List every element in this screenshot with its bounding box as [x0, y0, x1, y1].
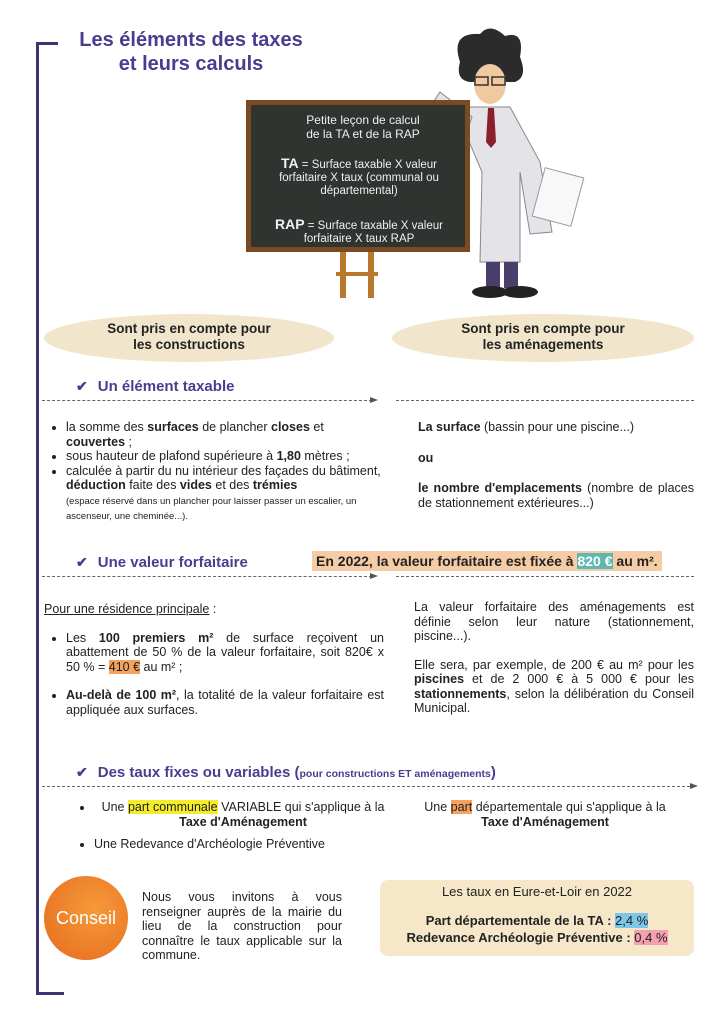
- page-title: [66, 28, 316, 76]
- right-surface-text: La surface (bassin pour une piscine...): [418, 420, 635, 434]
- list-item: • Une part communale VARIABLE qui s'applique à la Taxe d'Aménagement: [94, 800, 392, 829]
- section3-left-list: [72, 800, 392, 852]
- divider-dashed: [42, 576, 372, 577]
- column-header-amenagements: [392, 314, 694, 362]
- taux-eure-et-loir-box: [380, 880, 694, 956]
- board-ta-label: TA: [280, 155, 299, 171]
- board-ta-formula: [257, 157, 461, 198]
- taxe-amenagement-label: Taxe d'Aménagement: [481, 814, 609, 829]
- column-header-constructions: [44, 314, 334, 362]
- conseil-badge-label: Conseil: [55, 907, 117, 928]
- section2-right-text: [414, 600, 694, 716]
- section2-title-text: Une valeur forfaitaire: [97, 554, 248, 571]
- check-icon: ✔: [76, 378, 88, 394]
- taux-ta-value: 2,4 %: [615, 913, 649, 928]
- abattement-value: 410 €: [108, 659, 141, 674]
- section2-left-text: [44, 602, 384, 717]
- part-departementale-highlight: part: [450, 800, 473, 814]
- taux-line-rap: Redevance Archéologie Préventive : 0,4 %: [406, 930, 668, 945]
- column-header-left-line-1: Sont pris en compte pour: [107, 321, 271, 336]
- divider-dashed: [42, 400, 372, 401]
- arrow-icon: [370, 397, 378, 403]
- taux-line-ta: Part départementale de la TA : 2,4 %: [425, 913, 649, 928]
- list-item: • Les 100 premiers m² de surface reçoivent un abattement de 50 % de la valeur forfaitaire, soit 820€ x 50 % = 410 € au m² ;: [66, 631, 384, 675]
- title-line-2: et leurs calculs: [118, 53, 264, 75]
- amenagement-definition: La valeur forfaitaire des aménagements est définie selon leur nature (stationnement, piscine...).: [414, 600, 694, 643]
- section1-right-text: [418, 420, 694, 510]
- check-icon: ✔: [76, 764, 88, 780]
- section-taux-title: ✔ Des taux fixes ou variables (pour constructions ET aménagements): [76, 764, 496, 781]
- title-line-1: Les éléments des taxes: [79, 29, 303, 51]
- chalkboard: [246, 100, 470, 252]
- frame-bracket-top: [36, 42, 58, 45]
- board-lesson-line-1: Petite leçon de calcul: [306, 113, 420, 127]
- list-item: • Au-delà de 100 m², la totalité de la valeur forfaitaire est appliquée aux surfaces.: [66, 688, 384, 717]
- list-item: • Une Redevance d'Archéologie Préventive: [94, 837, 392, 852]
- divider-dashed: [396, 576, 694, 577]
- valeur-forfaitaire-banner: En 2022, la valeur forfaitaire est fixée à 820 € au m².: [312, 551, 662, 571]
- check-icon: ✔: [76, 554, 88, 570]
- taux-box-title: Les taux en Eure-et-Loir en 2022: [441, 884, 633, 899]
- column-header-right-line-1: Sont pris en compte pour: [461, 321, 625, 336]
- right-or-text: ou: [418, 450, 434, 465]
- arrow-icon: [690, 783, 698, 789]
- taux-rap-value: 0,4 %: [634, 930, 668, 945]
- divider-dashed: [42, 786, 690, 787]
- divider-dashed: [396, 400, 694, 401]
- easel-crossbar: [336, 272, 378, 276]
- frame-bracket-vertical: [36, 42, 39, 995]
- board-rap-text: = Surface taxable X valeur forfaitaire X taux RAP: [303, 220, 443, 245]
- part-communale-highlight: part communale: [127, 800, 218, 814]
- list-item: • la somme des surfaces de plancher closes et couvertes ;: [66, 420, 384, 449]
- section-element-taxable-title: [76, 378, 234, 395]
- banner-value: 820 €: [577, 553, 613, 569]
- board-rap-label: RAP: [275, 216, 305, 232]
- board-rap-formula: [257, 218, 461, 246]
- section1-title-text: Un élément taxable: [97, 378, 235, 395]
- list-item: • calculée à partir du nu intérieur des façades du bâtiment, déduction faite des vides et des trémies (espace réservé dans un plancher pour laisser passer un escalier, un ascenseur, une cheminée...).: [66, 464, 384, 523]
- frame-bracket-bottom: [36, 992, 64, 995]
- section-valeur-forfaitaire-title: [76, 554, 248, 571]
- column-header-right-line-2: les aménagements: [482, 337, 604, 352]
- section1-left-list: [44, 420, 384, 523]
- column-header-left-line-2: les constructions: [133, 337, 245, 352]
- conseil-text: Nous vous invitons à vous renseigner auprès de la mairie du lieu de la construction pour connaître le taux applicable sur la commune.: [142, 890, 342, 962]
- section1-note: (espace réservé dans un plancher pour laisser passer un escalier, un ascenseur, une cheminée...).: [66, 495, 357, 522]
- board-ta-text: = Surface taxable X valeur forfaitaire X taux (communal ou départemental): [279, 159, 439, 197]
- arrow-icon: [370, 573, 378, 579]
- amenagement-example: Elle sera, par exemple, de 200 € au m² pour les piscines et de 2 000 € à 5 000 € pour les stationnements, selon la délibération du Conseil Municipal.: [414, 657, 694, 715]
- board-lesson: [265, 113, 461, 141]
- list-item: • sous hauteur de plafond supérieure à 1,80 mètres ;: [66, 449, 384, 464]
- conseil-badge: [44, 876, 128, 960]
- section3-right-text: [400, 800, 690, 829]
- residence-heading: Pour une résidence principale :: [44, 602, 217, 616]
- right-emplacements-text: le nombre d'emplacements (nombre de places de stationnement extérieures...): [418, 481, 694, 510]
- board-lesson-line-2: de la TA et de la RAP: [306, 127, 420, 141]
- part-departementale-line: Une part départementale qui s'applique à la: [424, 800, 666, 814]
